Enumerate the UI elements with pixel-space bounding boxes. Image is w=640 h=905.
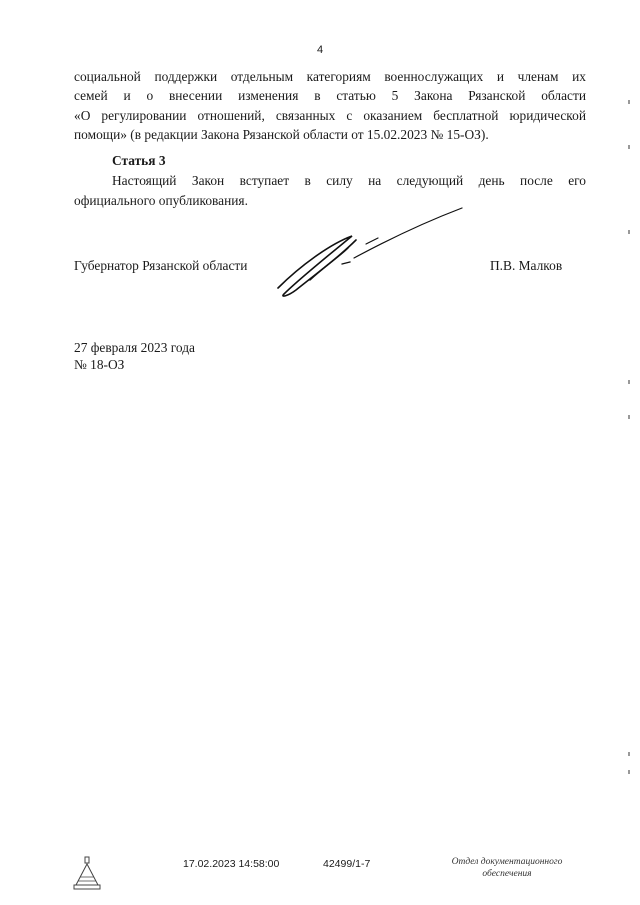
- document-date: 27 февраля 2023 года: [74, 340, 195, 355]
- paragraph-line: семей и о внесении изменения в статью 5 Закона Рязанской области: [74, 88, 586, 104]
- law-number: № 18-ОЗ: [74, 357, 125, 372]
- scan-edge-mark: [628, 100, 630, 104]
- scan-edge-mark: [628, 145, 630, 149]
- article-body-line: официального опубликования.: [74, 193, 248, 208]
- scan-edge-mark: [628, 415, 630, 419]
- paragraph-line: социальной поддержки отдельным категориям военнослужащих и членам их: [74, 69, 586, 84]
- article-title: Статья 3: [112, 153, 166, 168]
- footer-department: [432, 856, 582, 880]
- page-number: 4: [316, 44, 324, 56]
- continuation-paragraph: [74, 67, 586, 144]
- paragraph-line: «О регулировании отношений, связанных с оказанием бесплатной юридической: [74, 107, 586, 123]
- scan-edge-mark: [628, 230, 630, 234]
- scan-edge-mark: [628, 752, 630, 756]
- footer-department-line: обеспечения: [482, 869, 532, 879]
- signatory-title: Губернатор Рязанской области: [74, 258, 248, 273]
- footer-department-line: Отдел документационного: [451, 857, 563, 867]
- scan-edge-mark: [628, 770, 630, 774]
- handwritten-signature: [270, 196, 470, 306]
- paragraph-line: помощи» (в редакции Закона Рязанской области от 15.02.2023 № 15-ОЗ).: [74, 126, 489, 142]
- footer-registration-number: 42499/1-7: [323, 858, 371, 870]
- scan-edge-mark: [628, 380, 630, 384]
- emblem-icon: [70, 855, 104, 891]
- article-body-line: Настоящий Закон вступает в силу на следующий день после его: [112, 173, 586, 188]
- signatory-name: П.В. Малков: [490, 258, 563, 273]
- footer-timestamp: 17.02.2023 14:58:00: [183, 858, 280, 870]
